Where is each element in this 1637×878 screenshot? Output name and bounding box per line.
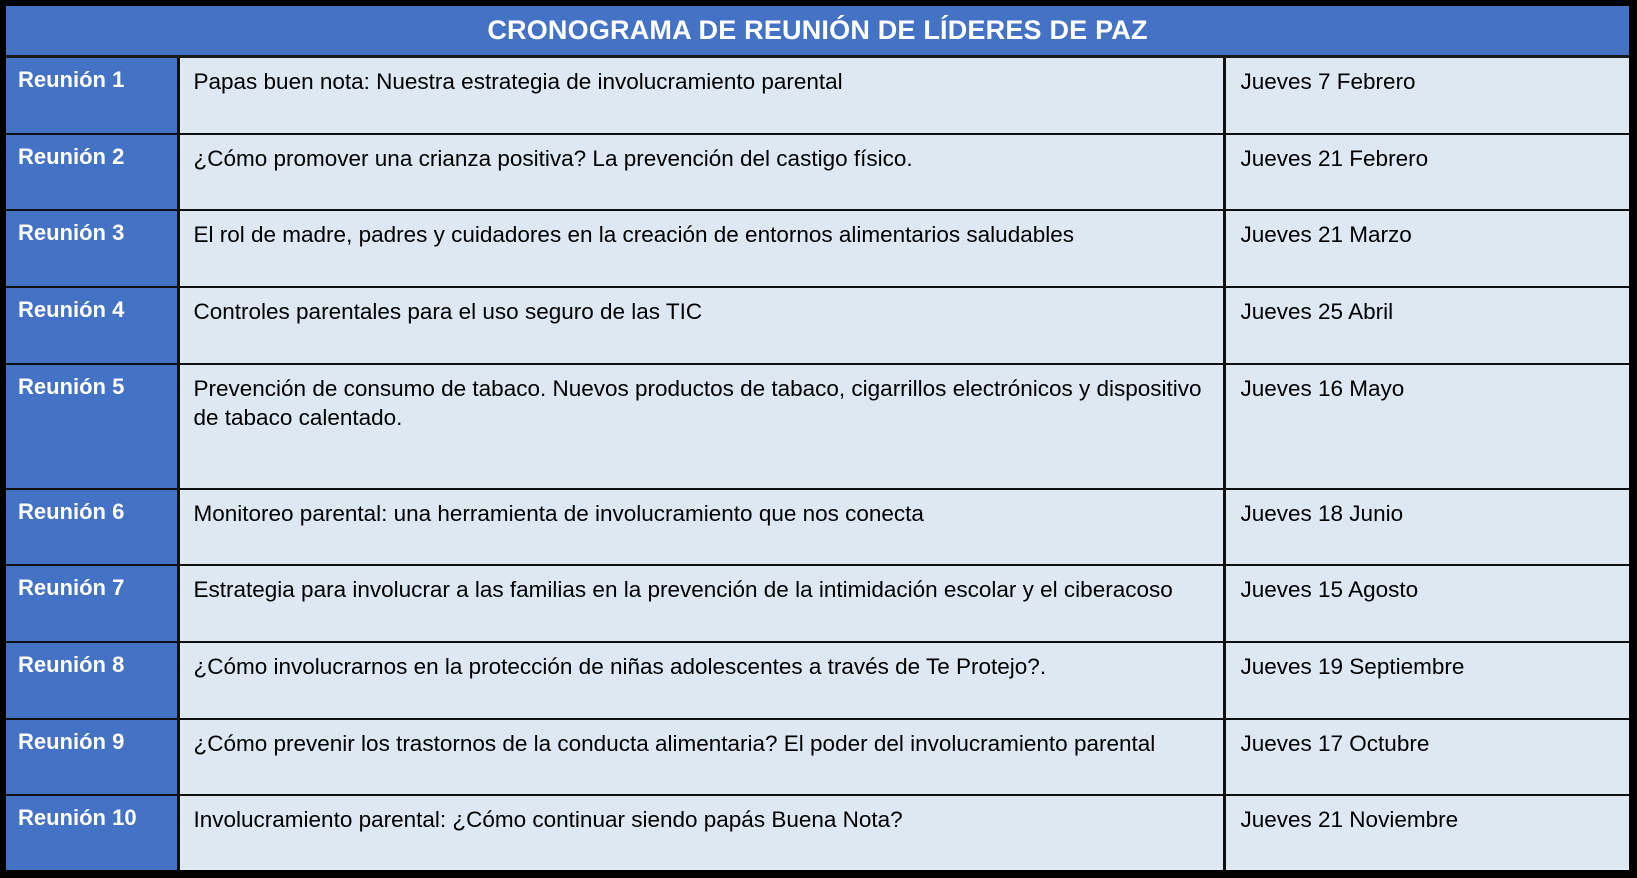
- meeting-topic: ¿Cómo prevenir los trastornos de la conducta alimentaria? El poder del involucramiento parental: [178, 719, 1225, 796]
- table-row: [6, 364, 1629, 489]
- table-row: [6, 795, 1629, 870]
- meeting-topic: Papas buen nota: Nuestra estrategia de involucramiento parental: [178, 57, 1225, 134]
- meeting-label: Reunión 5: [6, 364, 178, 489]
- meeting-topic: ¿Cómo involucrarnos en la protección de niñas adolescentes a través de Te Protejo?.: [178, 642, 1225, 719]
- table-body: [6, 57, 1629, 871]
- meeting-label: Reunión 3: [6, 210, 178, 287]
- table-row: [6, 719, 1629, 796]
- table-row: [6, 642, 1629, 719]
- meeting-label: Reunión 4: [6, 287, 178, 364]
- meeting-date: Jueves 21 Febrero: [1225, 134, 1629, 211]
- meeting-date: Jueves 18 Junio: [1225, 489, 1629, 566]
- meeting-label: Reunión 7: [6, 565, 178, 642]
- meeting-topic: El rol de madre, padres y cuidadores en la creación de entornos alimentarios saludables: [178, 210, 1225, 287]
- table-row: [6, 210, 1629, 287]
- meeting-schedule-table: [6, 6, 1629, 870]
- meeting-date: Jueves 15 Agosto: [1225, 565, 1629, 642]
- table-row: [6, 134, 1629, 211]
- meeting-date: Jueves 25 Abril: [1225, 287, 1629, 364]
- meeting-topic: Monitoreo parental: una herramienta de involucramiento que nos conecta: [178, 489, 1225, 566]
- meeting-topic: Controles parentales para el uso seguro de las TIC: [178, 287, 1225, 364]
- table-row: [6, 565, 1629, 642]
- table-header: [6, 6, 1629, 57]
- meeting-date: Jueves 19 Septiembre: [1225, 642, 1629, 719]
- meeting-topic: ¿Cómo promover una crianza positiva? La prevención del castigo físico.: [178, 134, 1225, 211]
- meeting-label: Reunión 1: [6, 57, 178, 134]
- table-row: [6, 489, 1629, 566]
- meeting-date: Jueves 7 Febrero: [1225, 57, 1629, 134]
- table-row: [6, 287, 1629, 364]
- page-title: CRONOGRAMA DE REUNIÓN DE LÍDERES DE PAZ: [6, 6, 1629, 57]
- meeting-date: Jueves 17 Octubre: [1225, 719, 1629, 796]
- title-row: [6, 6, 1629, 57]
- meeting-label: Reunión 10: [6, 795, 178, 870]
- meeting-label: Reunión 9: [6, 719, 178, 796]
- meeting-date: Jueves 21 Marzo: [1225, 210, 1629, 287]
- meeting-label: Reunión 2: [6, 134, 178, 211]
- meeting-topic: Estrategia para involucrar a las familias en la prevención de la intimidación escolar y el ciberacoso: [178, 565, 1225, 642]
- meeting-topic: Involucramiento parental: ¿Cómo continuar siendo papás Buena Nota?: [178, 795, 1225, 870]
- meeting-date: Jueves 16 Mayo: [1225, 364, 1629, 489]
- meeting-label: Reunión 6: [6, 489, 178, 566]
- table-row: [6, 57, 1629, 134]
- meeting-label: Reunión 8: [6, 642, 178, 719]
- meeting-topic: Prevención de consumo de tabaco. Nuevos productos de tabaco, cigarrillos electrónicos y dispositivo de tabaco calentado.: [178, 364, 1225, 489]
- meeting-date: Jueves 21 Noviembre: [1225, 795, 1629, 870]
